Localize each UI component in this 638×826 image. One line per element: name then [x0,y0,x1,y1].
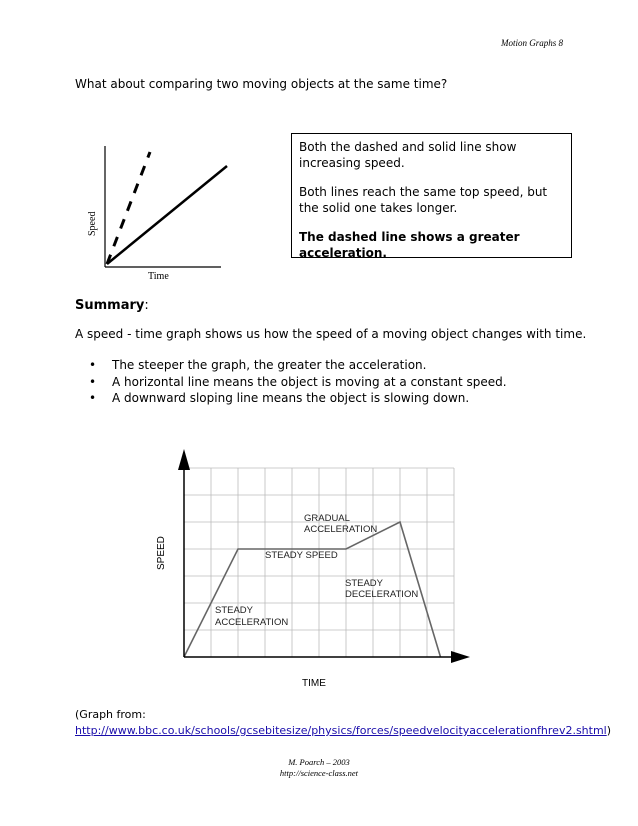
summary-heading [75,298,149,313]
callout-box [291,133,572,258]
callout-para-2: Both lines reach the same top speed, but the solid one takes longer. [299,185,548,215]
summary-text: A speed - time graph shows us how the speed of a moving object changes with time. [75,327,587,341]
bullet-item: • A horizontal line means the object is moving at a constant speed. [89,374,507,391]
solid-line [107,166,227,264]
speed-time-graph [140,440,490,695]
bullet-item: • A downward sloping line means the object is slowing down. [89,390,507,407]
annotation-gradual-1: GRADUAL [304,513,350,524]
bullet-item: • The steeper the graph, the greater the acceleration. [89,357,507,374]
annotation-steady-speed: STEADY SPEED [265,550,338,561]
page-label: Motion Graphs 8 [500,38,563,48]
summary-heading-text: Summary [75,298,145,313]
graph-credit [75,707,611,739]
credit-suffix: ) [606,724,612,737]
footer [0,757,638,779]
credit-link[interactable]: http://www.bbc.co.uk/schools/gcsebitesize/physics/forces/speedvelocityaccelerationfhrev2.shtml [75,724,607,737]
annotation-steady-acceleration-2: ACCELERATION [215,617,289,628]
callout-para-3: The dashed line shows a greater acceleration. [299,230,520,260]
summary-heading-colon: : [144,298,149,313]
graph-grid [184,468,454,657]
credit-link-line [75,723,611,739]
footer-site: http://science-class.net [279,768,359,778]
y-axis-arrow [178,449,190,470]
summary-bullets [89,357,507,407]
x-axis-arrow [451,651,470,663]
y-axis-label: SPEED [156,536,167,570]
credit-prefix: (Graph from: [75,708,146,721]
annotation-steady-deceleration-1: STEADY [345,578,384,589]
annotation-gradual-2: ACCELERATION [304,524,378,535]
y-axis-label: Speed [87,211,98,236]
comparison-graph [78,140,228,285]
callout-para-1: Both the dashed and solid line show increasing speed. [299,140,517,170]
annotation-steady-acceleration-1: STEADY [215,605,254,616]
x-axis-label: TIME [302,678,326,689]
footer-author: M. Poarch – 2003 [288,757,350,767]
question-text: What about comparing two moving objects at the same time? [75,77,448,91]
annotation-steady-deceleration-2: DECELERATION [345,589,419,600]
x-axis-label: Time [148,271,169,282]
